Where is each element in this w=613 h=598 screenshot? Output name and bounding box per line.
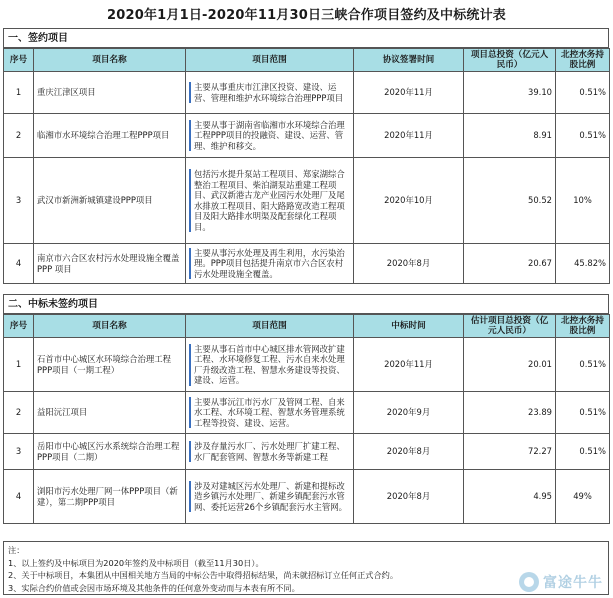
row-invest: 39.10: [464, 72, 556, 114]
row-name: 重庆江津区项目: [34, 72, 186, 114]
row-no: 3: [4, 434, 34, 470]
row-scope-text: 涉及对建城区污水处理厂、新建和提标改造乡镇污水处理厂、新建乡镇配套污水管网、委托运营26个乡镇配套污水主管网。: [189, 481, 350, 513]
futu-logo-icon: [519, 572, 539, 592]
row-name: 临湘市水环境综合治理工程PPP项目: [34, 114, 186, 158]
row-scope-text: 主要从事石首市中心城区排水管网改扩建工程、水环境修复工程、污水自来水处理厂升级改造工程、智慧水务建设等投资、建设、运营。: [189, 344, 350, 386]
row-ratio: 49%: [556, 470, 610, 524]
row-scope-text: 包括污水提升泵站工程项目、郑家湖综合整治工程项目、柴泊湖泵站重建工程项目、武汉新港古龙产业园污水处理厂及尾水排放工程项目、阳大路路宽改造工程项目及阳大路排水明渠及配套绿化工程项目。: [189, 169, 350, 232]
header-no: 序号: [4, 315, 34, 338]
row-scope-text: 主要从事重庆市江津区投资、建设、运营、管理和维护水环境综合治理PPP项目: [189, 82, 350, 103]
row-no: 2: [4, 114, 34, 158]
row-scope: [186, 338, 354, 392]
table-row: [4, 72, 610, 114]
section-heading-signed: 一、签约项目: [3, 28, 609, 48]
note-line: 2、关于中标项目，本集团从中国相关地方当局的中标公告中取得招标结果，尚未就招标订立任何正式合约。: [8, 570, 399, 580]
row-no: 4: [4, 244, 34, 284]
row-date: 2020年11月: [354, 72, 464, 114]
row-ratio: 0.51%: [556, 72, 610, 114]
row-date: 2020年9月: [354, 392, 464, 434]
row-date: 2020年8月: [354, 244, 464, 284]
row-ratio: 45.82%: [556, 244, 610, 284]
row-ratio: 10%: [556, 158, 610, 244]
row-name: 石首市中心城区水环境综合治理工程PPP项目（一期工程）: [34, 338, 186, 392]
row-date: 2020年8月: [354, 470, 464, 524]
row-scope: [186, 434, 354, 470]
header-date: 中标时间: [354, 315, 464, 338]
row-no: 3: [4, 158, 34, 244]
row-invest: 20.01: [464, 338, 556, 392]
note-line: 1、以上签约及中标项目为2020年签约及中标项目（截至11月30日）。: [8, 557, 264, 568]
watermark: [519, 572, 603, 592]
table-header-row: [4, 315, 610, 338]
table-row: [4, 470, 610, 524]
header-name: 项目名称: [34, 49, 186, 72]
row-name: 岳阳市中心城区污水系统综合治理工程PPP项目（二期）: [34, 434, 186, 470]
row-scope: [186, 244, 354, 284]
row-name: 武汉市新洲新城镇建设PPP项目: [34, 158, 186, 244]
table-row: [4, 338, 610, 392]
note-label: 注：: [8, 545, 25, 555]
row-no: 4: [4, 470, 34, 524]
row-date: 2020年8月: [354, 434, 464, 470]
row-no: 2: [4, 392, 34, 434]
row-invest: 72.27: [464, 434, 556, 470]
row-invest: 23.89: [464, 392, 556, 434]
row-invest: 20.67: [464, 244, 556, 284]
row-scope: [186, 392, 354, 434]
header-invest: 估计项目总投资（亿元人民币）: [464, 315, 556, 338]
row-ratio: 0.51%: [556, 434, 610, 470]
table-row: [4, 158, 610, 244]
row-name: 浏阳市污水处理厂网一体PPP项目（新建），第二期PPP项目: [34, 470, 186, 524]
table-row: [4, 244, 610, 284]
row-date: 2020年11月: [354, 114, 464, 158]
row-scope-text: 主要从事污水处理及再生利用，水污染治理。PPP项目包括提升南京市六合区农村污水处理设施全覆盖。: [189, 248, 350, 280]
header-date: 协议签署时间: [354, 49, 464, 72]
table-header-row: [4, 49, 610, 72]
table-row: [4, 114, 610, 158]
row-scope-text: 主要从事于湖南省临湘市水环境综合治理工程PPP项目的投融资、建设、运营、管理、维护和移交。: [189, 120, 350, 152]
header-ratio: 北控水务持股比例: [556, 315, 610, 338]
header-no: 序号: [4, 49, 34, 72]
row-ratio: 0.51%: [556, 114, 610, 158]
row-scope-text: 涉及存量污水厂、污水处理厂扩建工程、水厂配套管网、智慧水务等新建工程: [189, 441, 350, 462]
header-ratio: 北控水务持股比例: [556, 49, 610, 72]
awarded-projects-table: [3, 314, 610, 524]
section-heading-awarded: 二、中标未签约项目: [3, 294, 609, 314]
row-ratio: 0.51%: [556, 392, 610, 434]
row-no: 1: [4, 338, 34, 392]
document-title: 2020年1月1日-2020年11月30日三峡合作项目签约及中标统计表: [106, 8, 507, 23]
row-date: 2020年10月: [354, 158, 464, 244]
row-invest: 4.95: [464, 470, 556, 524]
header-scope: 项目范围: [186, 315, 354, 338]
header-invest: 项目总投资（亿元人民币）: [464, 49, 556, 72]
table-row: [4, 392, 610, 434]
row-scope: [186, 114, 354, 158]
row-no: 1: [4, 72, 34, 114]
row-scope-text: 主要从事沅江市污水厂及管网工程、自来水工程、水环境工程、智慧水务管理系统工程等投资、建设、运营。: [189, 397, 350, 429]
row-name: 益阳沅江项目: [34, 392, 186, 434]
signed-projects-table: [3, 48, 610, 284]
watermark-text: 富途牛牛: [543, 575, 603, 591]
table-row: [4, 434, 610, 470]
row-scope: [186, 158, 354, 244]
header-scope: 项目范围: [186, 49, 354, 72]
note-line: 3、实际合约价值或会因市场环境及其他条件的任何意外变动而与本表有所不同。: [8, 582, 300, 593]
row-date: 2020年11月: [354, 338, 464, 392]
row-name: 南京市六合区农村污水处理设施全覆盖 PPP 项目: [34, 244, 186, 284]
row-invest: 8.91: [464, 114, 556, 158]
row-scope: [186, 470, 354, 524]
row-ratio: 0.51%: [556, 338, 610, 392]
row-scope: [186, 72, 354, 114]
row-invest: 50.52: [464, 158, 556, 244]
header-name: 项目名称: [34, 315, 186, 338]
